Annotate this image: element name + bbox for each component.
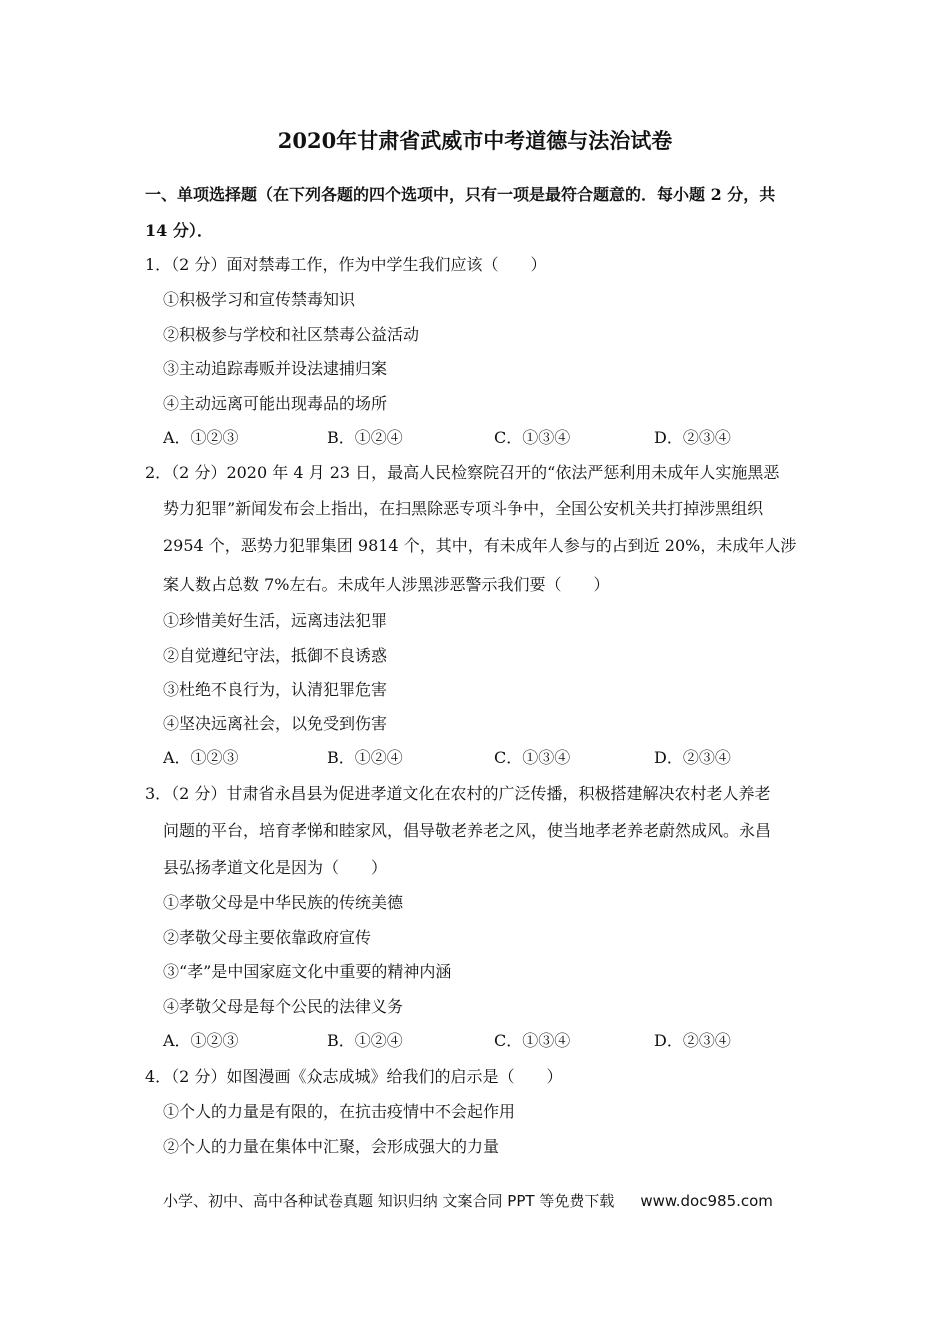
question-4-stem: 4．（2 分）如图漫画《众志成城》给我们的启示是（ ） [145, 1067, 563, 1086]
question-3-option-c: C．①③④ [494, 1031, 571, 1050]
question-1-option-a: A．①②③ [163, 428, 239, 447]
question-3-stem-line-2: 问题的平台，培育孝悌和睦家风，倡导敬老养老之风，使当地孝老养老蔚然成风。永昌 [163, 821, 772, 840]
footer-text: 小学、初中、高中各种试卷真题 知识归纳 文案合同 PPT 等免费下载 [163, 1192, 615, 1210]
section-heading-line2: 14 分）． [145, 221, 213, 240]
question-3-item-1: ①孝敬父母是中华民族的传统美德 [163, 893, 404, 912]
question-2-option-b: B．①②④ [327, 748, 403, 767]
question-2-item-1: ①珍惜美好生活，远离违法犯罪 [163, 611, 388, 630]
question-2-option-a: A．①②③ [163, 748, 239, 767]
question-2-item-3: ③杜绝不良行为，认清犯罪危害 [163, 680, 388, 699]
question-2-option-d: D．②③④ [654, 748, 731, 767]
question-2-item-2: ②自觉遵纪守法，抵御不良诱惑 [163, 646, 388, 665]
question-1-option-c: C．①③④ [494, 428, 571, 447]
question-2-stem-line-3: 2954 个，恶势力犯罪集团 9814 个，其中，有未成年人参与的占到近 20%，未成年人涉 [163, 536, 797, 555]
question-2-item-4: ④坚决远离社会，以免受到伤害 [163, 714, 388, 733]
question-3-option-d: D．②③④ [654, 1031, 731, 1050]
question-4-item-2: ②个人的力量在集体中汇聚，会形成强大的力量 [163, 1137, 500, 1156]
document-title: 2020年甘肃省武威市中考道德与法治试卷 [277, 128, 673, 153]
question-1-item-1: ①积极学习和宣传禁毒知识 [163, 290, 356, 309]
question-1-item-2: ②积极参与学校和社区禁毒公益活动 [163, 325, 420, 344]
question-4-item-1: ①个人的力量是有限的，在抗击疫情中不会起作用 [163, 1102, 516, 1121]
question-1-option-b: B．①②④ [327, 428, 403, 447]
question-3-item-2: ②孝敬父母主要依靠政府宣传 [163, 928, 372, 947]
question-1-item-3: ③主动追踪毒贩并设法逮捕归案 [163, 359, 388, 378]
question-3-option-b: B．①②④ [327, 1031, 403, 1050]
question-3-stem-line-3: 县弘扬孝道文化是因为（ ） [163, 858, 388, 877]
question-2-stem-line-4: 案人数占总数 7%左右。未成年人涉黑涉恶警示我们要（ ） [163, 575, 610, 594]
question-2-option-c: C．①③④ [494, 748, 571, 767]
footer-url[interactable]: www.doc985.com [640, 1192, 773, 1210]
question-2-stem-line-1: 2．（2 分）2020 年 4 月 23 日，最高人民检察院召开的“依法严惩利用未成年人实施黑恶 [145, 463, 780, 482]
section-heading-line1: 一、单项选择题（在下列各题的四个选项中，只有一项是最符合题意的．每小题 2 分，共 [145, 185, 776, 204]
question-1-item-4: ④主动远离可能出现毒品的场所 [163, 394, 388, 413]
page-footer [163, 1190, 773, 1211]
question-2-stem-line-2: 势力犯罪”新闻发布会上指出，在扫黑除恶专项斗争中，全国公安机关共打掉涉黑组织 [163, 499, 764, 518]
question-3-stem-line-1: 3．（2 分）甘肃省永昌县为促进孝道文化在农村的广泛传播，积极搭建解决农村老人养老 [145, 784, 771, 803]
question-3-item-4: ④孝敬父母是每个公民的法律义务 [163, 997, 404, 1016]
question-1-stem: 1．（2 分）面对禁毒工作，作为中学生我们应该（ ） [145, 255, 547, 274]
question-3-item-3: ③“孝”是中国家庭文化中重要的精神内涵 [163, 962, 452, 981]
question-1-option-d: D．②③④ [654, 428, 731, 447]
question-3-option-a: A．①②③ [163, 1031, 239, 1050]
